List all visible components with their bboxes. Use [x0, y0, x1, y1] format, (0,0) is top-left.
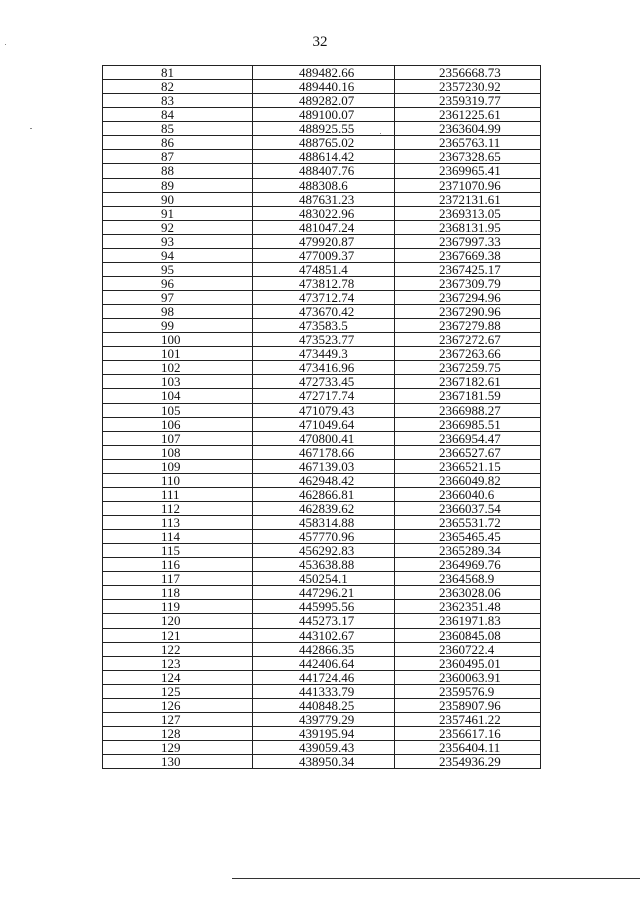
point-number-cell: 127: [103, 712, 253, 726]
table-row: [103, 572, 541, 586]
x-coordinate-cell: 443102.67: [253, 628, 395, 642]
x-coordinate-cell: 488614.42: [253, 150, 395, 164]
y-coordinate-cell: 2372131.61: [395, 192, 541, 206]
y-coordinate-cell: 2366985.51: [395, 417, 541, 431]
table-row: [103, 122, 541, 136]
table-row: [103, 558, 541, 572]
table-row: [103, 150, 541, 164]
table-row: [103, 698, 541, 712]
x-coordinate-cell: 457770.96: [253, 530, 395, 544]
y-coordinate-cell: 2367181.59: [395, 389, 541, 403]
x-coordinate-cell: 487631.23: [253, 192, 395, 206]
y-coordinate-cell: 2367309.79: [395, 276, 541, 290]
point-number-cell: 112: [103, 501, 253, 515]
point-number-cell: 113: [103, 516, 253, 530]
x-coordinate-cell: 479920.87: [253, 234, 395, 248]
point-number-cell: 106: [103, 417, 253, 431]
x-coordinate-cell: 481047.24: [253, 220, 395, 234]
x-coordinate-cell: 470800.41: [253, 431, 395, 445]
point-number-cell: 110: [103, 473, 253, 487]
table-row: [103, 164, 541, 178]
table-row: [103, 530, 541, 544]
x-coordinate-cell: 467178.66: [253, 445, 395, 459]
coordinates-table-body: [103, 66, 541, 769]
table-row: [103, 319, 541, 333]
y-coordinate-cell: 2366040.6: [395, 487, 541, 501]
x-coordinate-cell: 458314.88: [253, 516, 395, 530]
table-row: [103, 375, 541, 389]
table-row: [103, 262, 541, 276]
table-row: [103, 614, 541, 628]
point-number-cell: 114: [103, 530, 253, 544]
point-number-cell: 83: [103, 94, 253, 108]
y-coordinate-cell: 2364969.76: [395, 558, 541, 572]
table-row: [103, 516, 541, 530]
y-coordinate-cell: 2367290.96: [395, 305, 541, 319]
x-coordinate-cell: 471049.64: [253, 417, 395, 431]
x-coordinate-cell: 445273.17: [253, 614, 395, 628]
point-number-cell: 108: [103, 445, 253, 459]
point-number-cell: 98: [103, 305, 253, 319]
y-coordinate-cell: 2366037.54: [395, 501, 541, 515]
table-row: [103, 755, 541, 769]
x-coordinate-cell: 442406.64: [253, 656, 395, 670]
point-number-cell: 129: [103, 741, 253, 755]
y-coordinate-cell: 2367272.67: [395, 333, 541, 347]
table-row: [103, 501, 541, 515]
x-coordinate-cell: 473449.3: [253, 347, 395, 361]
x-coordinate-cell: 471079.43: [253, 403, 395, 417]
table-row: [103, 291, 541, 305]
point-number-cell: 115: [103, 544, 253, 558]
table-row: [103, 628, 541, 642]
table-row: [103, 684, 541, 698]
y-coordinate-cell: 2365531.72: [395, 516, 541, 530]
point-number-cell: 91: [103, 206, 253, 220]
table-row: [103, 417, 541, 431]
coordinates-table: [102, 65, 541, 769]
y-coordinate-cell: 2363604.99: [395, 122, 541, 136]
point-number-cell: 125: [103, 684, 253, 698]
y-coordinate-cell: 2369313.05: [395, 206, 541, 220]
x-coordinate-cell: 488407.76: [253, 164, 395, 178]
x-coordinate-cell: 447296.21: [253, 586, 395, 600]
table-row: [103, 305, 541, 319]
table-row: [103, 670, 541, 684]
point-number-cell: 86: [103, 136, 253, 150]
point-number-cell: 87: [103, 150, 253, 164]
x-coordinate-cell: 473670.42: [253, 305, 395, 319]
y-coordinate-cell: 2354936.29: [395, 755, 541, 769]
point-number-cell: 128: [103, 726, 253, 740]
table-row: [103, 389, 541, 403]
scan-speck: [30, 128, 32, 129]
y-coordinate-cell: 2362351.48: [395, 600, 541, 614]
x-coordinate-cell: 440848.25: [253, 698, 395, 712]
y-coordinate-cell: 2367279.88: [395, 319, 541, 333]
point-number-cell: 122: [103, 642, 253, 656]
x-coordinate-cell: 477009.37: [253, 248, 395, 262]
x-coordinate-cell: 488308.6: [253, 178, 395, 192]
table-row: [103, 206, 541, 220]
point-number-cell: 81: [103, 66, 253, 80]
point-number-cell: 124: [103, 670, 253, 684]
x-coordinate-cell: 473416.96: [253, 361, 395, 375]
point-number-cell: 90: [103, 192, 253, 206]
x-coordinate-cell: 474851.4: [253, 262, 395, 276]
x-coordinate-cell: 441724.46: [253, 670, 395, 684]
point-number-cell: 89: [103, 178, 253, 192]
table-row: [103, 431, 541, 445]
table-row: [103, 487, 541, 501]
point-number-cell: 100: [103, 333, 253, 347]
point-number-cell: 121: [103, 628, 253, 642]
point-number-cell: 92: [103, 220, 253, 234]
table-row: [103, 234, 541, 248]
y-coordinate-cell: 2357461.22: [395, 712, 541, 726]
point-number-cell: 119: [103, 600, 253, 614]
x-coordinate-cell: 489482.66: [253, 66, 395, 80]
x-coordinate-cell: 445995.56: [253, 600, 395, 614]
x-coordinate-cell: 488765.02: [253, 136, 395, 150]
table-row: [103, 192, 541, 206]
y-coordinate-cell: 2366527.67: [395, 445, 541, 459]
y-coordinate-cell: 2365289.34: [395, 544, 541, 558]
point-number-cell: 102: [103, 361, 253, 375]
table-row: [103, 248, 541, 262]
x-coordinate-cell: 489100.07: [253, 108, 395, 122]
x-coordinate-cell: 442866.35: [253, 642, 395, 656]
table-row: [103, 80, 541, 94]
y-coordinate-cell: 2356617.16: [395, 726, 541, 740]
point-number-cell: 94: [103, 248, 253, 262]
x-coordinate-cell: 462948.42: [253, 473, 395, 487]
point-number-cell: 103: [103, 375, 253, 389]
point-number-cell: 97: [103, 291, 253, 305]
point-number-cell: 93: [103, 234, 253, 248]
x-coordinate-cell: 439059.43: [253, 741, 395, 755]
x-coordinate-cell: 489440.16: [253, 80, 395, 94]
y-coordinate-cell: 2360063.91: [395, 670, 541, 684]
point-number-cell: 88: [103, 164, 253, 178]
table-row: [103, 656, 541, 670]
x-coordinate-cell: 472733.45: [253, 375, 395, 389]
x-coordinate-cell: 473583.5: [253, 319, 395, 333]
y-coordinate-cell: 2367997.33: [395, 234, 541, 248]
y-coordinate-cell: 2360495.01: [395, 656, 541, 670]
y-coordinate-cell: 2364568.9: [395, 572, 541, 586]
y-coordinate-cell: 2371070.96: [395, 178, 541, 192]
x-coordinate-cell: 441333.79: [253, 684, 395, 698]
point-number-cell: 105: [103, 403, 253, 417]
point-number-cell: 123: [103, 656, 253, 670]
table-row: [103, 712, 541, 726]
page-number: 32: [312, 34, 328, 50]
y-coordinate-cell: 2366954.47: [395, 431, 541, 445]
point-number-cell: 85: [103, 122, 253, 136]
y-coordinate-cell: 2356668.73: [395, 66, 541, 80]
y-coordinate-cell: 2365763.11: [395, 136, 541, 150]
point-number-cell: 126: [103, 698, 253, 712]
x-coordinate-cell: 456292.83: [253, 544, 395, 558]
table-row: [103, 347, 541, 361]
x-coordinate-cell: 483022.96: [253, 206, 395, 220]
x-coordinate-cell: 473812.78: [253, 276, 395, 290]
y-coordinate-cell: 2356404.11: [395, 741, 541, 755]
table-row: [103, 544, 541, 558]
point-number-cell: 109: [103, 459, 253, 473]
y-coordinate-cell: 2367425.17: [395, 262, 541, 276]
y-coordinate-cell: 2367263.66: [395, 347, 541, 361]
table-row: [103, 600, 541, 614]
table-row: [103, 66, 541, 80]
table-row: [103, 741, 541, 755]
table-row: [103, 445, 541, 459]
y-coordinate-cell: 2359576.9: [395, 684, 541, 698]
point-number-cell: 130: [103, 755, 253, 769]
table-row: [103, 136, 541, 150]
x-coordinate-cell: 450254.1: [253, 572, 395, 586]
y-coordinate-cell: 2367328.65: [395, 150, 541, 164]
point-number-cell: 82: [103, 80, 253, 94]
y-coordinate-cell: 2360845.08: [395, 628, 541, 642]
x-coordinate-cell: 472717.74: [253, 389, 395, 403]
table-row: [103, 586, 541, 600]
table-row: [103, 94, 541, 108]
table-row: [103, 726, 541, 740]
y-coordinate-cell: 2369965.41: [395, 164, 541, 178]
x-coordinate-cell: 462866.81: [253, 487, 395, 501]
scan-speck: [5, 44, 6, 45]
y-coordinate-cell: 2366521.15: [395, 459, 541, 473]
table-row: [103, 108, 541, 122]
y-coordinate-cell: 2367669.38: [395, 248, 541, 262]
point-number-cell: 99: [103, 319, 253, 333]
y-coordinate-cell: 2367182.61: [395, 375, 541, 389]
y-coordinate-cell: 2365465.45: [395, 530, 541, 544]
x-coordinate-cell: 473712.74: [253, 291, 395, 305]
y-coordinate-cell: 2363028.06: [395, 586, 541, 600]
point-number-cell: 107: [103, 431, 253, 445]
y-coordinate-cell: 2367294.96: [395, 291, 541, 305]
x-coordinate-cell: 439779.29: [253, 712, 395, 726]
y-coordinate-cell: 2366049.82: [395, 473, 541, 487]
y-coordinate-cell: 2366988.27: [395, 403, 541, 417]
table-row: [103, 473, 541, 487]
x-coordinate-cell: 439195.94: [253, 726, 395, 740]
table-row: [103, 361, 541, 375]
y-coordinate-cell: 2361971.83: [395, 614, 541, 628]
table-row: [103, 178, 541, 192]
point-number-cell: 84: [103, 108, 253, 122]
y-coordinate-cell: 2359319.77: [395, 94, 541, 108]
y-coordinate-cell: 2367259.75: [395, 361, 541, 375]
x-coordinate-cell: 462839.62: [253, 501, 395, 515]
point-number-cell: 111: [103, 487, 253, 501]
point-number-cell: 117: [103, 572, 253, 586]
point-number-cell: 96: [103, 276, 253, 290]
y-coordinate-cell: 2358907.96: [395, 698, 541, 712]
footer-rule: [232, 878, 640, 879]
point-number-cell: 120: [103, 614, 253, 628]
y-coordinate-cell: 2360722.4: [395, 642, 541, 656]
x-coordinate-cell: 489282.07: [253, 94, 395, 108]
x-coordinate-cell: 438950.34: [253, 755, 395, 769]
point-number-cell: 118: [103, 586, 253, 600]
x-coordinate-cell: 467139.03: [253, 459, 395, 473]
table-row: [103, 276, 541, 290]
point-number-cell: 95: [103, 262, 253, 276]
x-coordinate-cell: 473523.77: [253, 333, 395, 347]
table-row: [103, 459, 541, 473]
point-number-cell: 116: [103, 558, 253, 572]
table-row: [103, 642, 541, 656]
x-coordinate-cell: 488925.55: [253, 122, 395, 136]
y-coordinate-cell: 2368131.95: [395, 220, 541, 234]
point-number-cell: 104: [103, 389, 253, 403]
table-row: [103, 333, 541, 347]
table-row: [103, 220, 541, 234]
point-number-cell: 101: [103, 347, 253, 361]
y-coordinate-cell: 2361225.61: [395, 108, 541, 122]
table-row: [103, 403, 541, 417]
x-coordinate-cell: 453638.88: [253, 558, 395, 572]
y-coordinate-cell: 2357230.92: [395, 80, 541, 94]
